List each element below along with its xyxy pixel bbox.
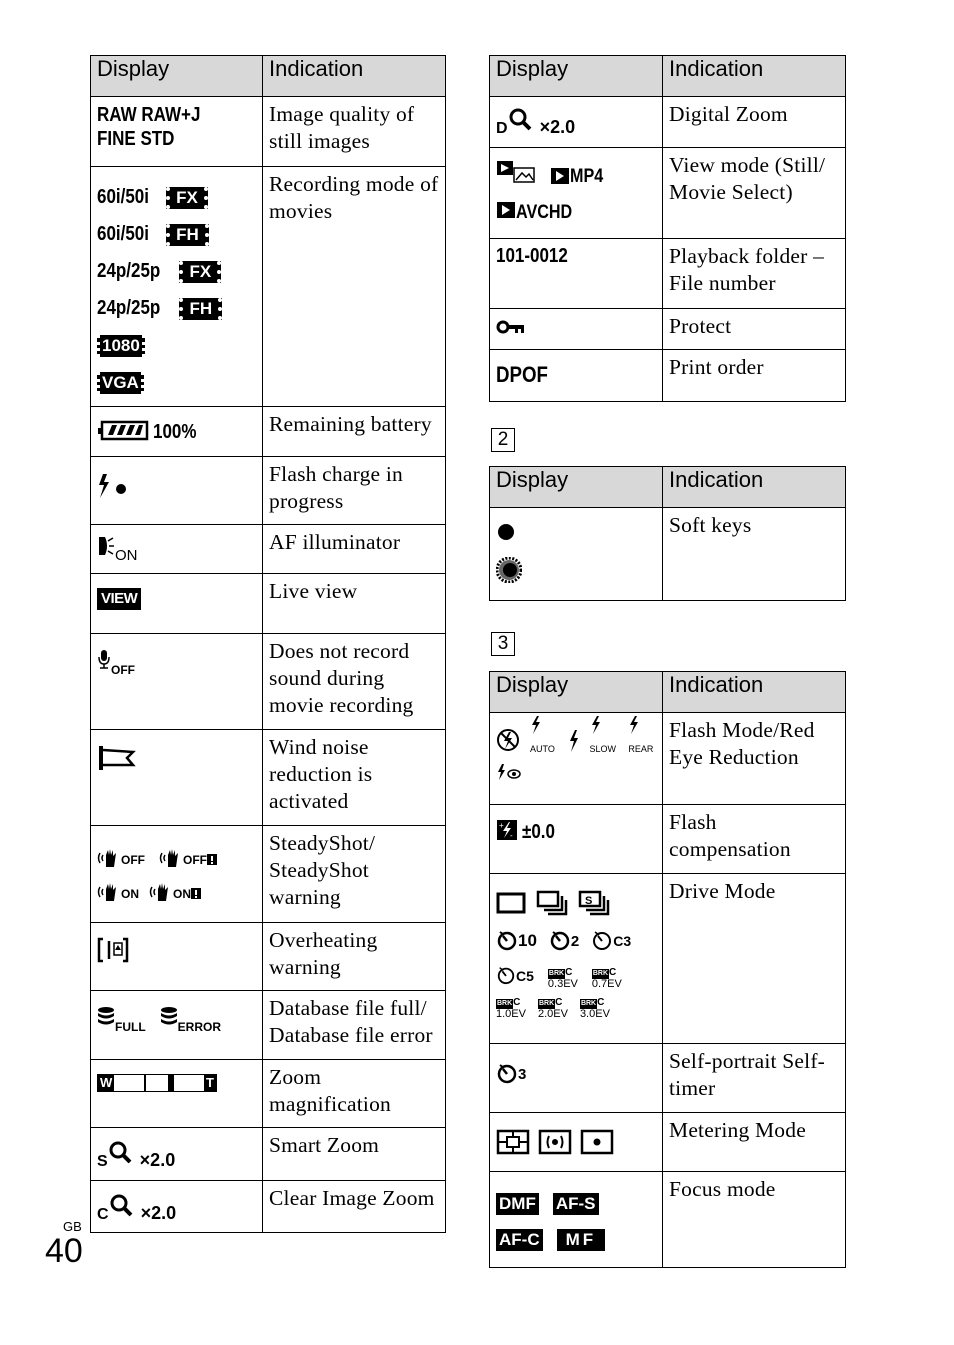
table-row — [91, 97, 446, 167]
bracket-icon: BRKC 3.0EV — [579, 997, 610, 1020]
database-full-label: FULL — [115, 1020, 146, 1034]
clear-zoom-prefix: C — [97, 1206, 109, 1223]
section-number-2: 2 — [491, 428, 515, 452]
table-header — [490, 467, 846, 508]
flash-icon — [568, 730, 580, 757]
self-portrait-timer-label: 3 — [518, 1066, 527, 1084]
movie-view-icon — [550, 167, 570, 190]
flash-compensation-icon — [496, 819, 518, 846]
table-left — [90, 55, 446, 1233]
bracket-icon: BRKC 0.3EV — [547, 967, 578, 990]
indication-text: Playback folder – File number — [663, 239, 846, 309]
mic-off-icon — [97, 648, 111, 677]
clear-zoom-value: ×2.0 — [140, 1203, 177, 1223]
bracket-3.0-label: 3.0EV — [579, 1008, 610, 1020]
steadyshot-off-warning-label: OFF — [183, 853, 207, 868]
table-row — [490, 874, 846, 1044]
table-row — [91, 923, 446, 991]
table-soft-keys — [489, 466, 846, 601]
header-indication: Indication — [263, 56, 446, 97]
indication-text: Drive Mode — [663, 874, 846, 1044]
indication-text: Wind noise reduction is activated — [263, 730, 446, 826]
svg-text:+: + — [499, 821, 504, 830]
table-row — [490, 713, 846, 805]
bracket-0.3-label: 0.3EV — [547, 978, 578, 990]
self-timer-2-label: 2 — [570, 933, 580, 951]
magnifier-icon — [108, 1140, 132, 1171]
table-row — [490, 1172, 846, 1268]
header-display: Display — [91, 56, 263, 97]
magnifier-icon — [508, 107, 532, 138]
header-indication: Indication — [663, 56, 846, 97]
table-header — [91, 56, 446, 97]
bracket-0.7-label: 0.7EV — [591, 978, 622, 990]
key-icon — [496, 319, 526, 340]
bracket-2.0-label: 2.0EV — [537, 1008, 568, 1020]
steadyshot-icon — [159, 847, 183, 874]
steadyshot-icon — [97, 847, 121, 874]
rec-rate-2: 60i/50i — [97, 223, 149, 245]
indication-text: Self-portrait Self-timer — [663, 1044, 846, 1113]
table-row — [91, 1060, 446, 1128]
self-timer-icon — [549, 929, 571, 956]
steadyshot-icon — [97, 881, 121, 908]
flash-icon — [530, 716, 542, 739]
table-row — [490, 1044, 846, 1113]
table-row — [91, 525, 446, 574]
table-row — [490, 1113, 846, 1172]
flash-icon — [590, 716, 602, 739]
dpof-label: DPOF — [496, 362, 548, 387]
view-badge: VIEW — [97, 588, 141, 610]
self-timer-10-label: 10 — [518, 931, 537, 951]
table-row — [91, 634, 446, 730]
zoom-w-label: W — [100, 1075, 113, 1090]
steadyshot-icon — [149, 881, 173, 908]
indication-text: Database file full/ Database file error — [263, 991, 446, 1060]
rec-1080-badge: 1080 — [97, 335, 145, 357]
table-row — [91, 991, 446, 1060]
af-s-badge: AF-S — [553, 1193, 599, 1215]
multi-metering-icon — [496, 1129, 530, 1160]
bracket-1.0-label: 1.0EV — [496, 1008, 526, 1020]
indication-text: Zoom magnification — [263, 1060, 446, 1128]
spot-metering-icon — [580, 1129, 614, 1160]
indication-text: Overheating warning — [263, 923, 446, 991]
indication-text: Soft keys — [663, 508, 846, 601]
indication-text: Protect — [663, 309, 846, 350]
indication-text: SteadyShot/ SteadyShot warning — [263, 826, 446, 923]
magnifier-icon — [109, 1193, 133, 1224]
flash-icon — [628, 716, 640, 739]
database-icon — [160, 1005, 178, 1034]
indication-text: Focus mode — [663, 1172, 846, 1268]
self-timer-icon — [496, 929, 518, 956]
table-row — [91, 457, 446, 525]
indication-text: Smart Zoom — [263, 1128, 446, 1181]
table-header — [490, 56, 846, 97]
table-row — [91, 730, 446, 826]
indication-text: Flash compensation — [663, 805, 846, 874]
speed-priority-continuous-icon — [578, 890, 610, 921]
wind-noise-icon — [97, 744, 137, 777]
indication-text: Print order — [663, 350, 846, 402]
table-row — [490, 805, 846, 874]
movie-view-icon — [496, 201, 516, 224]
table-header — [490, 672, 846, 713]
overheat-icon — [97, 937, 129, 968]
rec-rate-1: 60i/50i — [97, 186, 149, 208]
folder-file-number: 101-0012 — [496, 245, 568, 267]
flash-off-icon — [496, 728, 520, 757]
table-row — [490, 508, 846, 601]
database-icon — [97, 1005, 115, 1034]
zoom-t-label: T — [206, 1075, 214, 1090]
indication-text: Live view — [263, 574, 446, 634]
section-number-3: 3 — [491, 632, 515, 656]
header-display: Display — [490, 56, 663, 97]
steadyshot-on-warning-label: ON — [173, 887, 191, 902]
table-row — [91, 167, 446, 407]
header-indication: Indication — [663, 467, 846, 508]
page-number: 40 — [45, 1232, 83, 1270]
svg-text:-: - — [510, 831, 513, 840]
header-display: Display — [490, 467, 663, 508]
table-row — [490, 350, 846, 402]
image-quality-line1: RAW RAW+J — [97, 104, 201, 126]
dmf-badge: DMF — [496, 1193, 539, 1215]
flash-rear-label: REAR — [628, 744, 654, 754]
fh-badge: FH — [166, 224, 209, 246]
zoom-bar — [97, 1074, 217, 1092]
digital-zoom-value: ×2.0 — [539, 117, 576, 137]
table-row — [490, 97, 846, 148]
smart-zoom-prefix: S — [97, 1153, 108, 1170]
table-row — [490, 309, 846, 350]
flash-auto-label: AUTO — [530, 744, 555, 754]
table-row — [91, 826, 446, 923]
mic-off-label: OFF — [111, 663, 135, 677]
mp4-label: MP4 — [570, 166, 604, 188]
steadyshot-on-label: ON — [121, 887, 139, 902]
flash-compensation-value: ±0.0 — [522, 821, 555, 843]
dot-icon — [496, 522, 516, 547]
indication-text: Does not record sound during movie recording — [263, 634, 446, 730]
warning-icon — [207, 852, 217, 870]
self-timer-c3-label: C3 — [613, 933, 632, 950]
self-timer-icon — [496, 1062, 518, 1089]
red-eye-icon — [496, 763, 522, 786]
control-wheel-icon — [496, 557, 522, 588]
indication-text: AF illuminator — [263, 525, 446, 574]
digital-zoom-prefix: D — [496, 120, 508, 137]
self-timer-icon — [496, 965, 516, 990]
flash-charge-icon — [97, 473, 129, 504]
warning-icon — [191, 886, 201, 904]
indication-text: Metering Mode — [663, 1113, 846, 1172]
self-timer-icon — [591, 929, 613, 956]
still-view-icon — [496, 159, 536, 190]
af-c-badge: AF-C — [496, 1229, 543, 1251]
bracket-icon: BRKC 2.0EV — [537, 997, 568, 1020]
mf-badge: MF — [557, 1229, 606, 1251]
indication-text: View mode (Still/ Movie Select) — [663, 148, 846, 239]
continuous-shot-icon — [536, 890, 568, 921]
region-label: GB — [63, 1219, 82, 1234]
indication-text: Image quality of still images — [263, 97, 446, 167]
indication-text: Recording mode of movies — [263, 167, 446, 407]
smart-zoom-value: ×2.0 — [139, 1150, 176, 1170]
af-illuminator-icon — [97, 535, 115, 564]
indication-text: Flash Mode/Red Eye Reduction — [663, 713, 846, 805]
af-on-label: ON — [115, 547, 138, 564]
table-row — [490, 148, 846, 239]
battery-percent: 100% — [153, 421, 197, 443]
fx-badge: FX — [179, 261, 221, 283]
image-quality-line2: FINE STD — [97, 128, 175, 150]
table-shooting — [489, 671, 846, 1268]
indication-text: Clear Image Zoom — [263, 1181, 446, 1233]
steadyshot-off-label: OFF — [121, 853, 145, 868]
zoom-indicator — [168, 1075, 174, 1091]
table-row — [91, 407, 446, 457]
indication-text: Flash charge in progress — [263, 457, 446, 525]
flash-slow-label: SLOW — [589, 744, 617, 754]
center-metering-icon — [538, 1129, 572, 1160]
fh-badge: FH — [179, 298, 222, 320]
zoom-tick — [144, 1075, 146, 1091]
rec-rate-4: 24p/25p — [97, 297, 161, 319]
database-error-label: ERROR — [177, 1020, 221, 1034]
battery-icon — [97, 419, 149, 446]
bracket-icon: BRKC 0.7EV — [591, 967, 622, 990]
self-timer-c5-label: C5 — [516, 968, 534, 985]
rec-rate-3: 24p/25p — [97, 260, 161, 282]
single-shot-icon — [496, 891, 526, 920]
table-row — [490, 239, 846, 309]
avchd-label: AVCHD — [516, 202, 573, 223]
table-row — [91, 1181, 446, 1233]
indication-text: Digital Zoom — [663, 97, 846, 148]
table-right-top — [489, 55, 846, 402]
rec-vga-badge: VGA — [97, 372, 144, 394]
bracket-icon: BRKC 1.0EV — [496, 997, 526, 1020]
table-row — [91, 574, 446, 634]
speed-priority-label: S — [585, 894, 593, 907]
table-row — [91, 1128, 446, 1181]
fx-badge: FX — [166, 187, 208, 209]
indication-text: Remaining battery — [263, 407, 446, 457]
header-indication: Indication — [663, 672, 846, 713]
header-display: Display — [490, 672, 663, 713]
